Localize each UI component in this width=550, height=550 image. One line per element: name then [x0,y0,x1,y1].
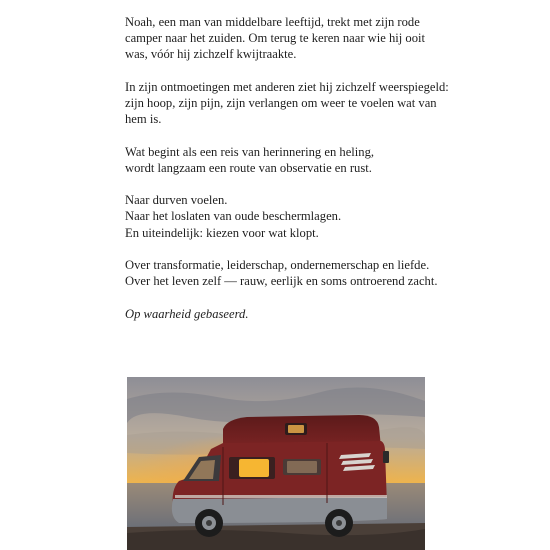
text-line: En uiteindelijk: kiezen voor wat klopt. [125,225,319,240]
text-line: was, vóór hij zichzelf kwijtraakte. [125,47,297,62]
text-line: Over transformatie, leiderschap, ondernemerschap en liefde. [125,257,430,272]
paragraph-3 [125,144,435,176]
camper-photo [127,377,425,550]
window-glow [239,459,269,477]
text-line: wordt langzaam een route van observatie en rust. [125,160,372,175]
text-line: Naar durven voelen. [125,193,228,208]
paragraph-5 [125,257,438,289]
paragraph-2 [125,79,449,128]
text-line: hem is. [125,112,162,127]
text-line: zijn hoop, zijn pijn, zijn verlangen om weer te voelen wat van [125,96,437,110]
camper-photo-illustration [127,377,425,550]
closing-text: Op waarheid gebaseerd. [125,306,249,321]
text-line: camper naar het zuiden. Om terug te keren naar wie hij ooit [125,31,426,46]
text-line: Noah, een man van middelbare leeftijd, trekt met zijn rode [125,15,420,29]
text-line: Wat begint als een reis van herinnering en heling, [125,144,375,159]
closing-line [125,306,435,322]
description-text [125,14,449,338]
paragraph-1 [125,14,435,63]
front-wheel [195,509,223,537]
rear-wheel [325,509,353,537]
text-line: Naar het loslaten van oude beschermlagen. [125,209,342,224]
text-line: Over het leven zelf — rauw, eerlijk en soms ontroerend zacht. [125,274,438,289]
paragraph-4 [125,192,435,241]
text-line: In zijn ontmoetingen met anderen ziet hij zichzelf weerspiegeld: [125,79,449,94]
